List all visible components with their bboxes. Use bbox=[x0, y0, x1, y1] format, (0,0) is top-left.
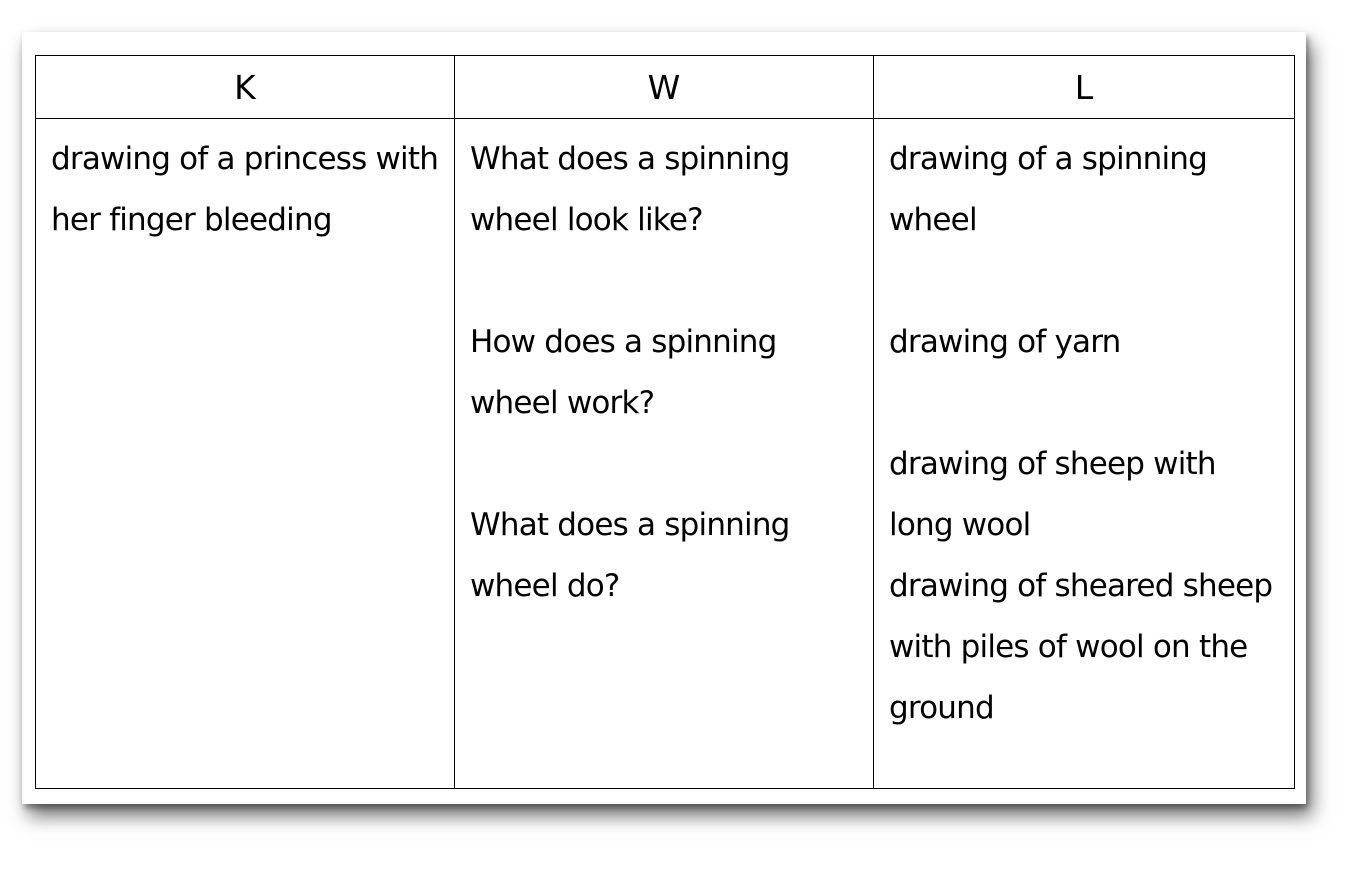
l-entry: drawing of sheared sheep with piles of wool on the ground bbox=[889, 568, 1273, 726]
column-cell-w bbox=[455, 119, 874, 789]
column-cell-k bbox=[36, 119, 455, 789]
w-entry: What does a spinning wheel do? bbox=[470, 507, 790, 604]
blank-line bbox=[470, 251, 863, 312]
l-entry: drawing of a spinning wheel bbox=[889, 141, 1208, 238]
k-entry: drawing of a princess with her finger bleeding bbox=[51, 141, 439, 238]
blank-line bbox=[889, 373, 1284, 434]
column-header-l: L bbox=[874, 56, 1295, 119]
column-cell-l bbox=[874, 119, 1295, 789]
column-header-k: K bbox=[36, 56, 455, 119]
blank-line bbox=[889, 251, 1284, 312]
content-row bbox=[36, 119, 1295, 789]
header-row bbox=[36, 56, 1295, 119]
w-entry: How does a spinning wheel work? bbox=[470, 324, 777, 421]
blank-line bbox=[470, 434, 863, 495]
kwl-chart-table bbox=[35, 55, 1295, 789]
column-header-w: W bbox=[455, 56, 874, 119]
l-entry: drawing of sheep with long wool bbox=[889, 446, 1216, 543]
l-entry: drawing of yarn bbox=[889, 324, 1121, 360]
w-entry: What does a spinning wheel look like? bbox=[470, 141, 790, 238]
document-page bbox=[22, 32, 1306, 804]
